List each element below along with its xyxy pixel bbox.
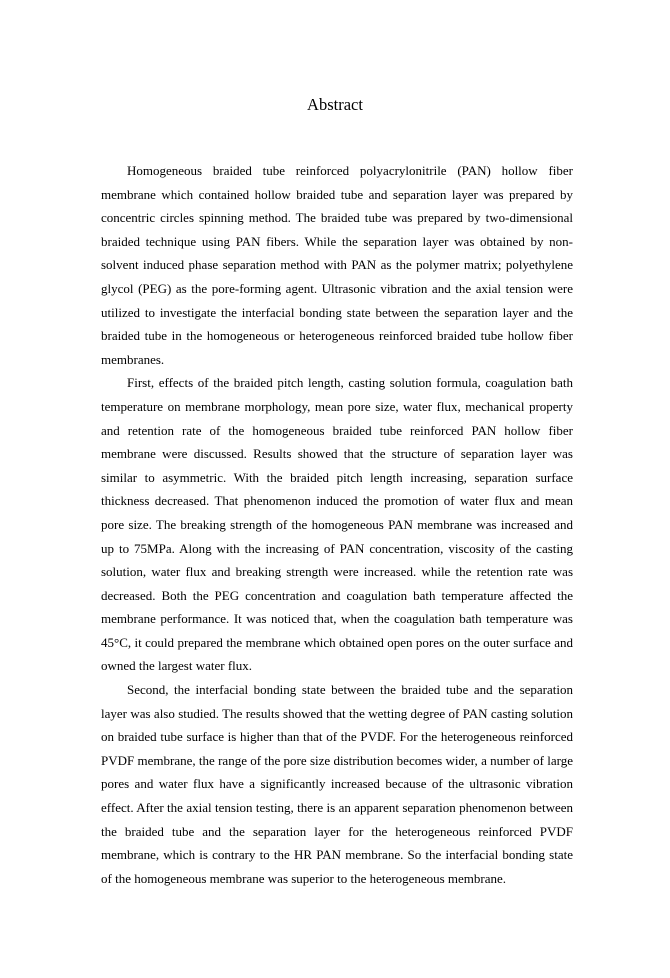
abstract-paragraph-3: Second, the interfacial bonding state between the braided tube and the separation layer was also studied. The results showed that the wetting degree of PAN casting solution on braided tube surface is higher than that of the PVDF. For the heterogeneous reinforced PVDF membrane, the range of the pore size distribution becomes wider, a number of large pores and water flux have a significantly increased because of the ultrasonic vibration effect. After the axial tension testing, there is an apparent separation phenomenon between the braided tube and the separation layer for the heterogeneous reinforced PVDF membrane, which is contrary to the HR PAN membrane. So the interfacial bonding state of the homogeneous membrane was superior to the heterogeneous membrane. <box>101 682 573 886</box>
abstract-paragraph-1: Homogeneous braided tube reinforced polyacrylonitrile (PAN) hollow fiber membrane which contained hollow braided tube and separation layer was prepared by concentric circles spinning method. The braided tube was prepared by two-dimensional braided technique using PAN fibers. While the separation layer was obtained by non-solvent induced phase separation method with PAN as the polymer matrix; polyethylene glycol (PEG) as the pore-forming agent. Ultrasonic vibration and the axial tension were utilized to investigate the interfacial bonding state between the separation layer and the braided tube in the homogeneous or heterogeneous reinforced braided tube hollow fiber membranes. <box>101 163 573 367</box>
abstract-body <box>101 159 573 890</box>
abstract-paragraph-2: First, effects of the braided pitch length, casting solution formula, coagulation bath temperature on membrane morphology, mean pore size, water flux, mechanical property and retention rate of the homogeneous braided tube reinforced PAN hollow fiber membrane were discussed. Results showed that the structure of separation layer was similar to asymmetric. With the braided pitch length increasing, separation surface thickness decreased. That phenomenon induced the promotion of water flux and mean pore size. The breaking strength of the homogeneous PAN membrane was increased and up to 75MPa. Along with the increasing of PAN concentration, viscosity of the casting solution, water flux and breaking strength were increased. while the retention rate was decreased. Both the PEG concentration and coagulation bath temperature affected the membrane performance. It was noticed that, when the coagulation bath temperature was 45°C, it could prepared the membrane which obtained open pores on the outer surface and owned the largest water flux. <box>101 375 573 674</box>
abstract-title: Abstract <box>307 95 363 114</box>
